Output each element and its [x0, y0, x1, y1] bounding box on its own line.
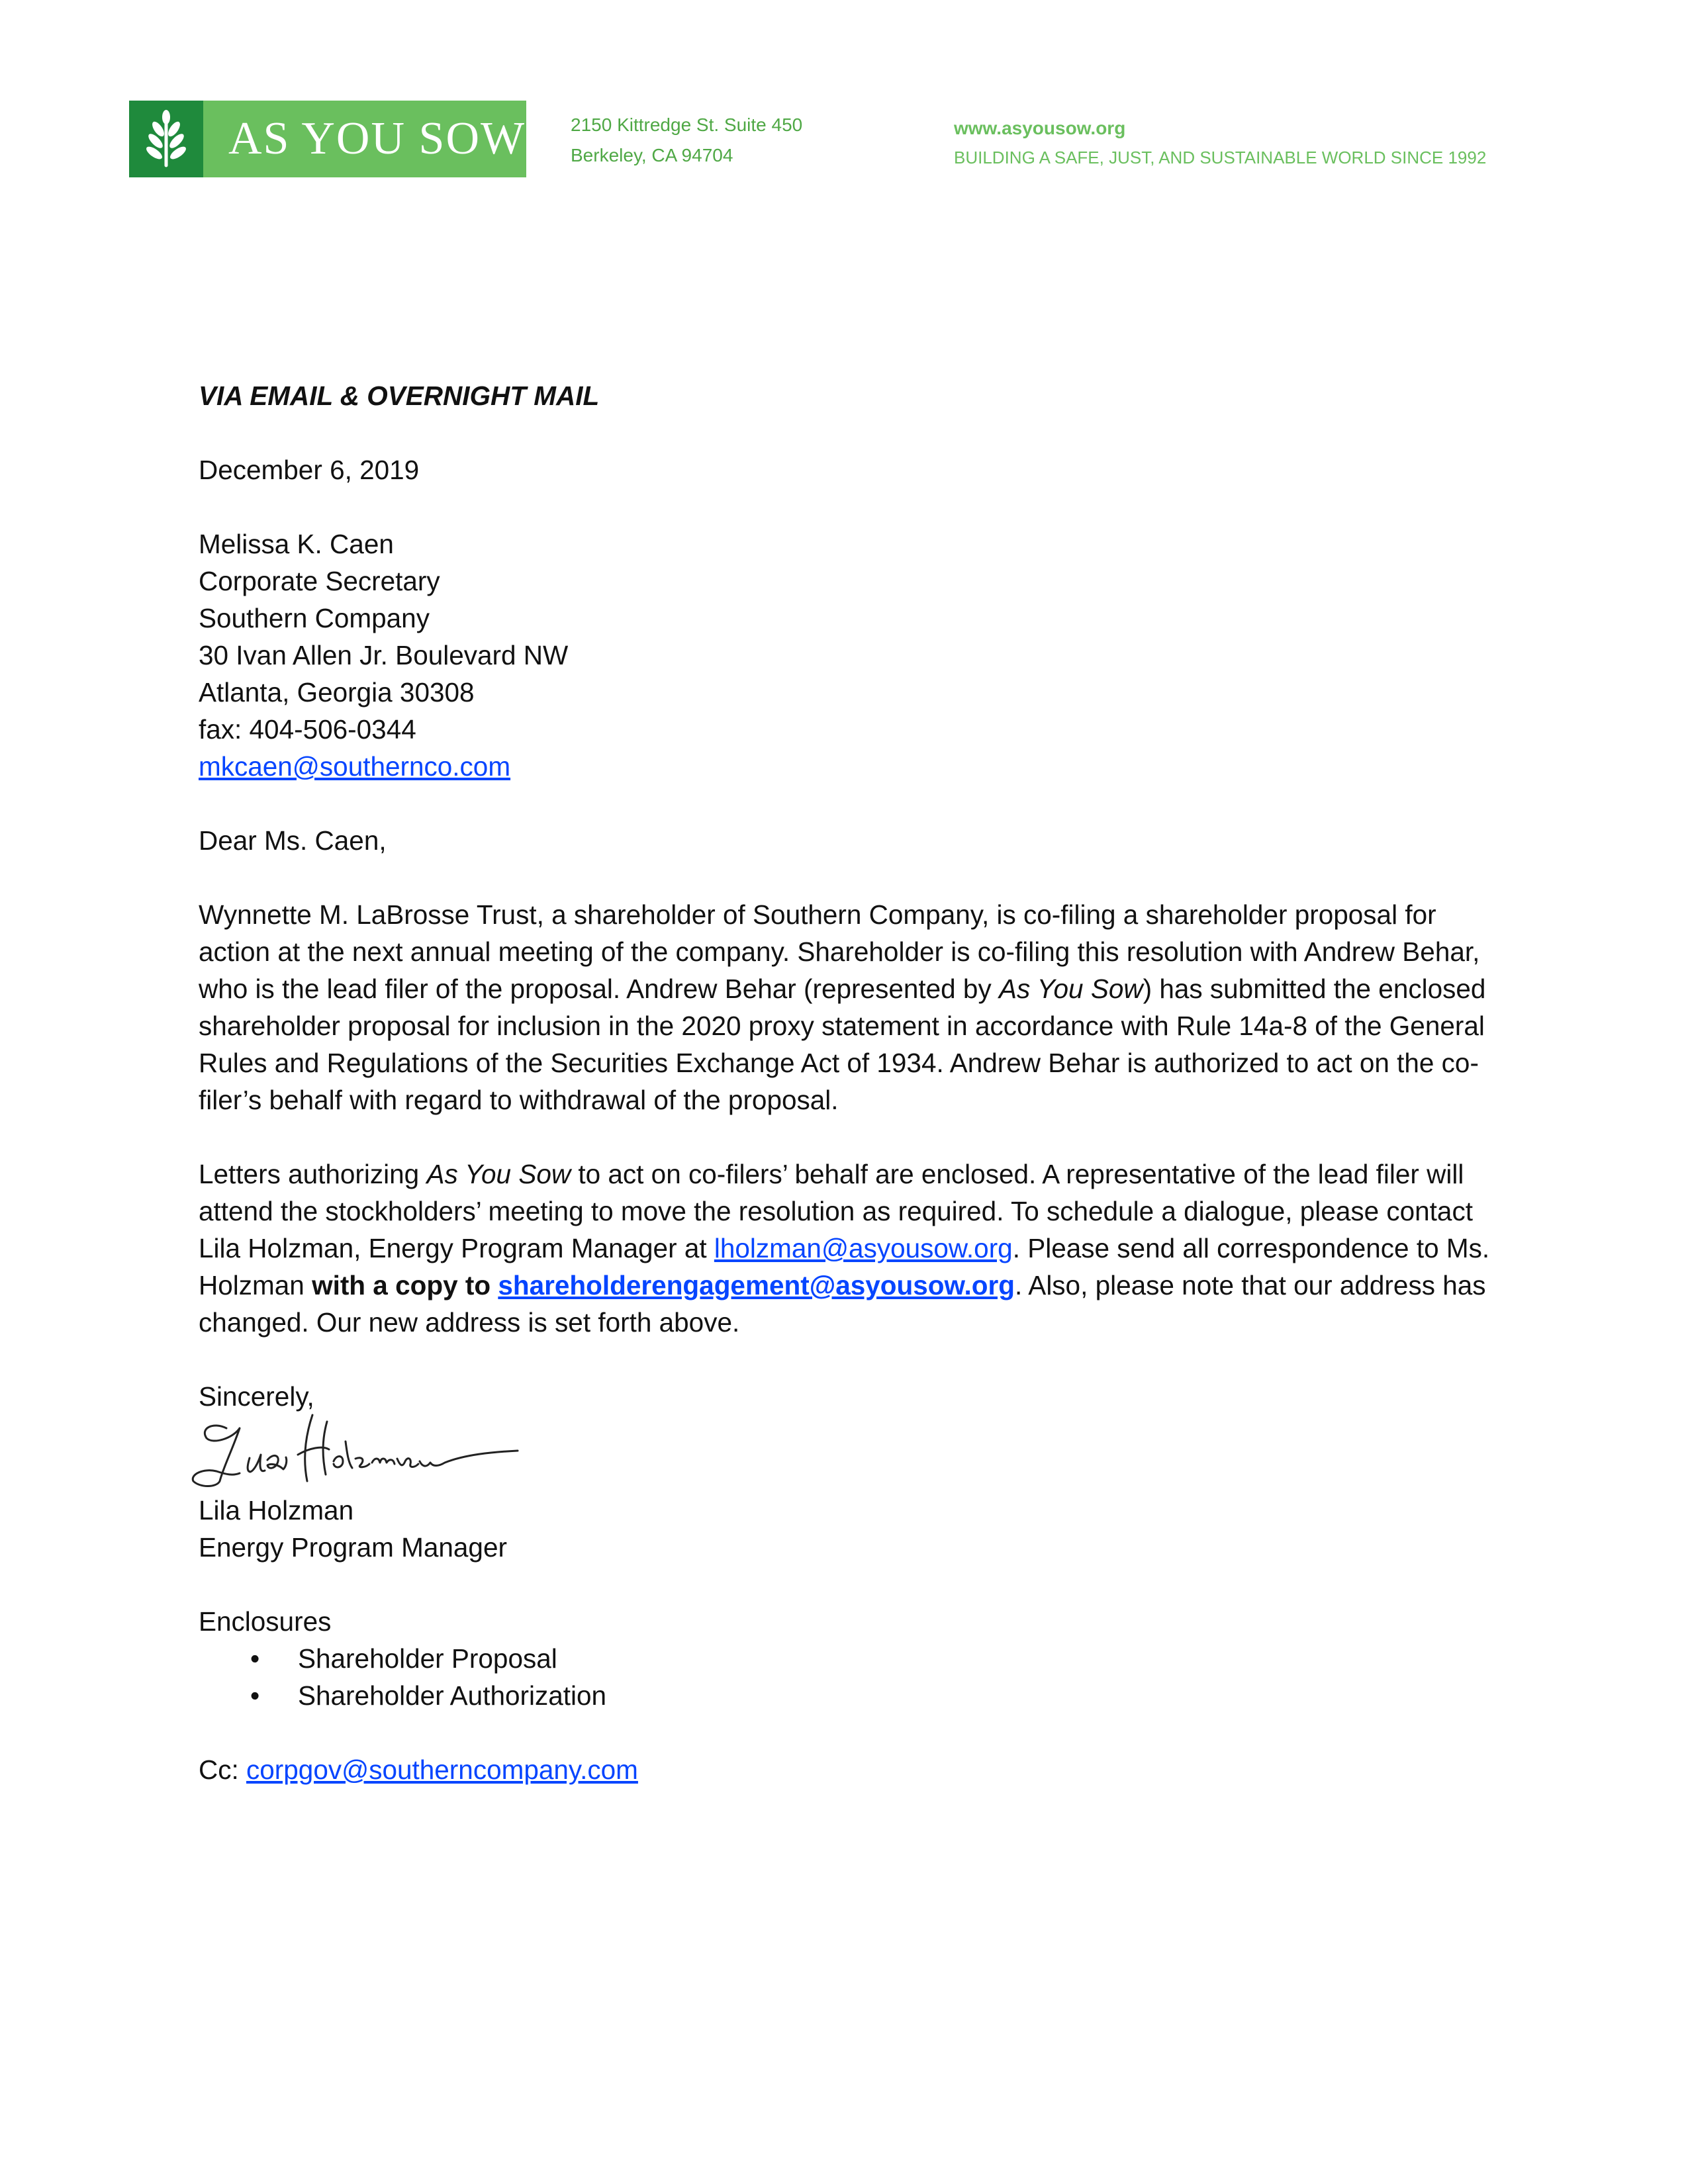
letterhead-web: [954, 114, 1486, 172]
tagline: BUILDING A SAFE, JUST, AND SUSTAINABLE WORLD SINCE 1992: [954, 148, 1487, 167]
address-line-1: 2150 Kittredge St. Suite 450: [571, 114, 803, 135]
holzman-email-link[interactable]: lholzman@asyousow.org: [714, 1233, 1013, 1263]
recipient-name: Melissa K. Caen: [199, 529, 394, 559]
as-you-sow-italic: As You Sow: [426, 1159, 571, 1189]
list-item: • Shareholder Authorization: [298, 1677, 1496, 1714]
shareholder-engagement-email-link[interactable]: shareholderengagement@asyousow.org: [498, 1270, 1015, 1300]
list-item: • Shareholder Proposal: [298, 1640, 1496, 1677]
website-link[interactable]: www.asyousow.org: [954, 118, 1126, 138]
letterhead-address: [571, 110, 802, 171]
copy-to-emphasis: with a copy to: [312, 1270, 491, 1300]
delivery-method: VIA EMAIL & OVERNIGHT MAIL: [199, 381, 600, 411]
enclosures-list: [199, 1640, 1496, 1714]
signer-title: Energy Program Manager: [199, 1532, 507, 1563]
letter-body: [199, 377, 1496, 1788]
cc-label: Cc:: [199, 1754, 247, 1785]
recipient-company: Southern Company: [199, 603, 430, 633]
address-line-2: Berkeley, CA 94704: [571, 145, 733, 165]
handwritten-signature: [199, 1415, 1496, 1492]
bullet: •: [250, 1643, 260, 1674]
recipient-block: [199, 525, 1496, 785]
letter-date: December 6, 2019: [199, 455, 420, 485]
as-you-sow-logo: [129, 101, 526, 177]
signer-name: Lila Holzman: [199, 1495, 354, 1525]
paragraph-1: Wynnette M. LaBrosse Trust, a shareholder of Southern Company, is co-filing a shareholder proposal for action at the next annual meeting of the company. Shareholder is co-filing this resolution with Andrew Behar, who is the lead filer of the proposal. Andrew Behar (represented by As You Sow) has submitted the enclosed shareholder proposal for inclusion in the 2020 proxy statement in accordance with Rule 14a-8 of the General Rules and Regulations of the Securities Exchange Act of 1934. Andrew Behar is authorized to act on the co-filer’s behalf with regard to withdrawal of the proposal.: [199, 899, 1486, 1115]
paragraph-2: Letters authorizing As You Sow to act on co-filers’ behalf are enclosed. A representative of the lead filer will attend the stockholders’ meeting to move the resolution as required. To schedule a dialogue, please contact Lila Holzman, Energy Program Manager at lholzman@asyousow.org. Please send all correspondence to Ms. Holzman with a copy to shareholderengagement@asyousow.org. Also, please note that our address has changed. Our new address is set forth above.: [199, 1159, 1490, 1338]
as-you-sow-italic: As You Sow: [998, 974, 1143, 1004]
salutation: Dear Ms. Caen,: [199, 825, 387, 856]
recipient-city: Atlanta, Georgia 30308: [199, 677, 475, 707]
recipient-street: 30 Ivan Allen Jr. Boulevard NW: [199, 640, 569, 670]
recipient-email-link[interactable]: mkcaen@southernco.com: [199, 751, 511, 782]
recipient-title: Corporate Secretary: [199, 566, 440, 596]
enclosures-label: Enclosures: [199, 1606, 332, 1637]
cc-email-link[interactable]: corpgov@southerncompany.com: [246, 1754, 638, 1785]
cc-line: [199, 1751, 1496, 1788]
recipient-fax: fax: 404-506-0344: [199, 714, 416, 745]
logo-text: AS YOU SOW: [228, 113, 526, 164]
bullet: •: [250, 1680, 260, 1711]
closing: Sincerely,: [199, 1381, 314, 1412]
sprout-icon: [129, 101, 203, 177]
signature-image: [187, 1402, 531, 1494]
